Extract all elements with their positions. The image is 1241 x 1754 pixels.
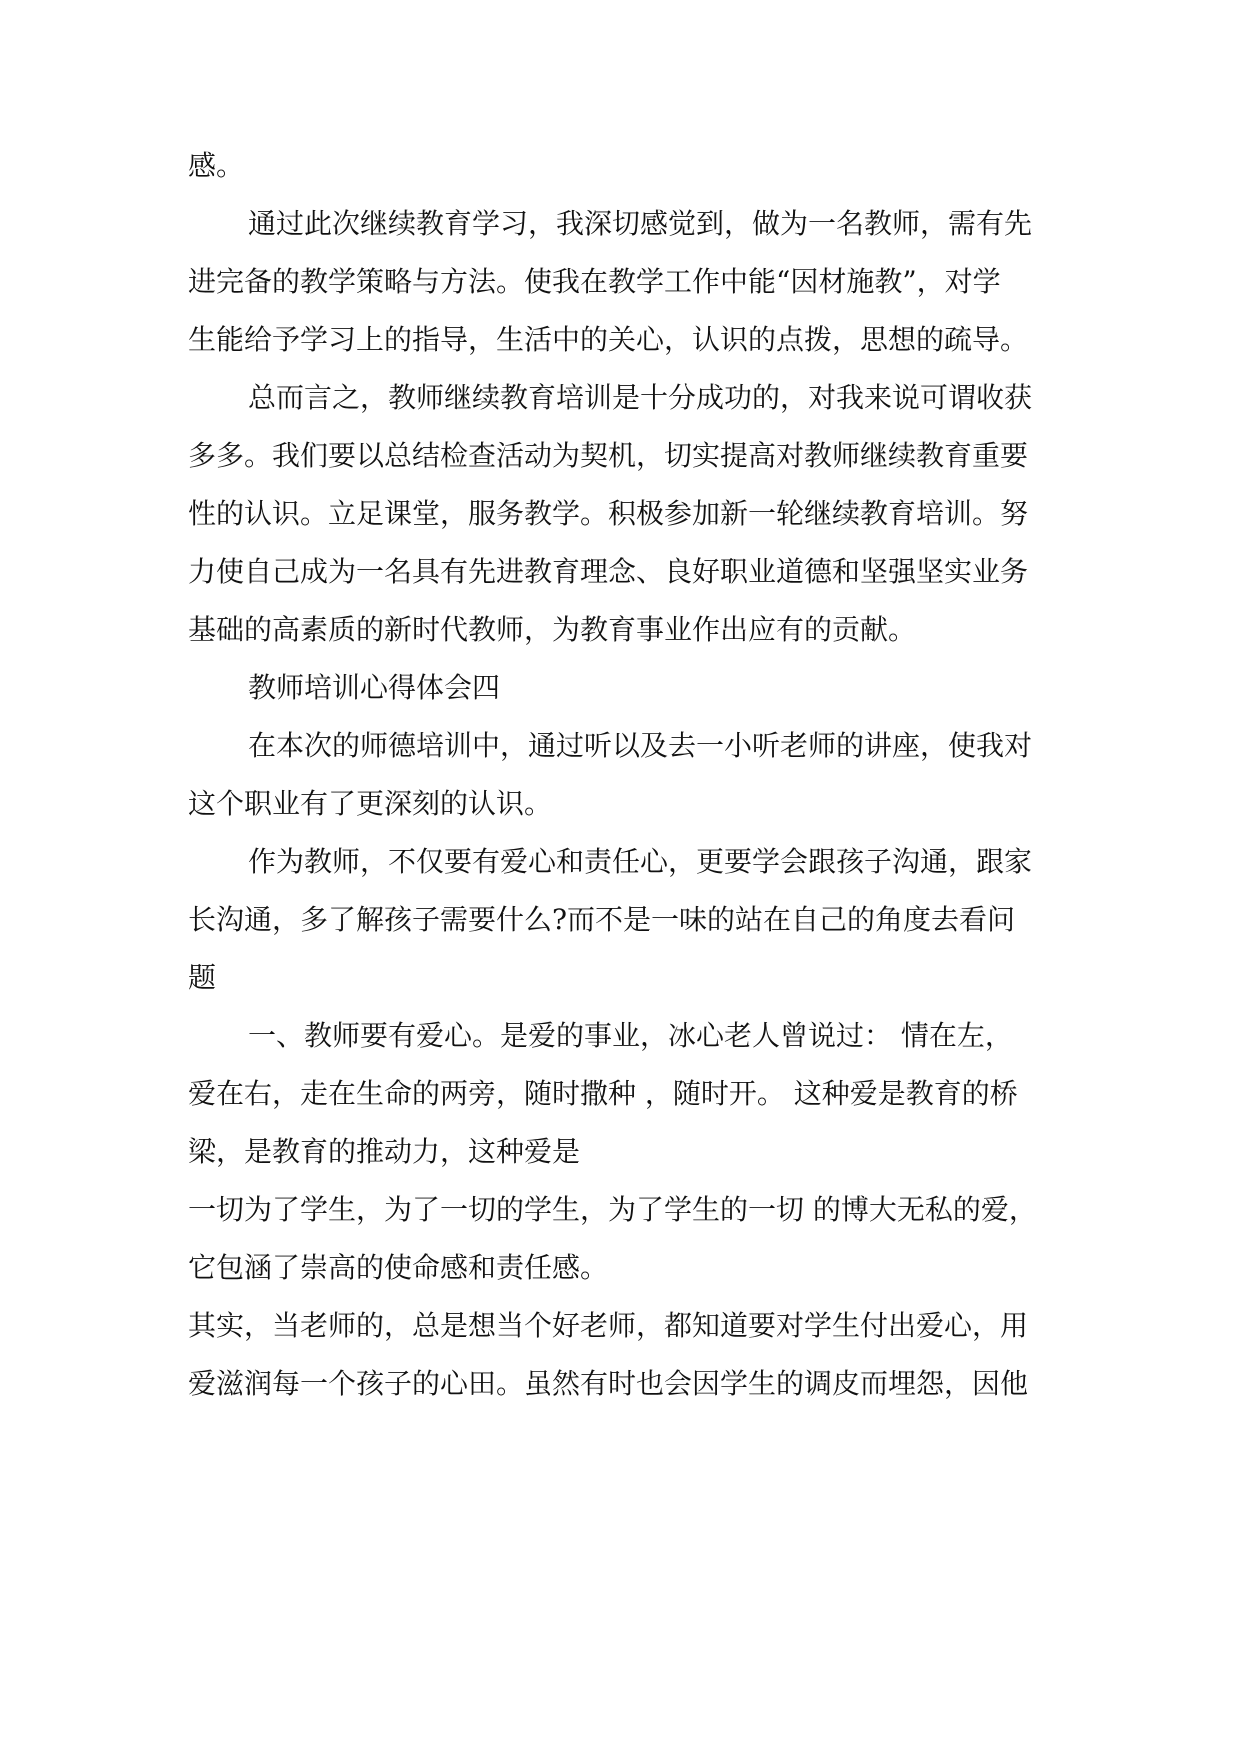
text-line: 这个职业有了更深刻的认识。 [188,787,553,820]
text-line: 一、教师要有爱心。是爱的事业，冰心老人曾说过： 情在左， [248,1019,1013,1052]
section-heading: 教师培训心得体会四 [248,671,501,704]
text-line: 力使自己成为一名具有先进教育理念、良好职业道德和坚强坚实业务 [188,555,1029,588]
text-line: 基础的高素质的新时代教师，为教育事业作出应有的贡献。 [188,613,917,646]
text-line: 通过此次继续教育学习，我深切感觉到，做为一名教师，需有先 [248,207,1033,240]
text-line: 在本次的师德培训中，通过听以及去一小听老师的讲座，使我对 [248,729,1033,762]
text-line: 感。 [188,149,245,182]
text-line: 总而言之，教师继续教育培训是十分成功的，对我来说可谓收获 [248,381,1033,414]
text-line: 其实，当老师的，总是想当个好老师，都知道要对学生付出爱心，用 [188,1309,1029,1342]
text-line: 多多。我们要以总结检查活动为契机，切实提高对教师继续教育重要 [188,439,1029,472]
text-line: 长沟通，多了解孩子需要什么?而不是一味的站在自己的角度去看问 [188,903,1016,936]
text-line: 爱滋润每一个孩子的心田。虽然有时也会因学生的调皮而埋怨，因他 [188,1367,1029,1400]
text-line: 生能给予学习上的指导，生活中的关心，认识的点拨，思想的疏导。 [188,323,1029,356]
text-line: 梁，是教育的推动力，这种爱是 [188,1135,581,1168]
text-line: 进完备的教学策略与方法。使我在教学工作中能“因材施教”，对学 [188,265,1001,298]
text-line: 它包涵了崇高的使命感和责任感。 [188,1251,609,1284]
text-line: 性的认识。立足课堂，服务教学。积极参加新一轮继续教育培训。努 [188,497,1029,530]
text-line: 题 [188,961,217,994]
text-line: 作为教师，不仅要有爱心和责任心，更要学会跟孩子沟通，跟家 [248,845,1033,878]
text-line: 一切为了学生，为了一切的学生，为了学生的一切 的博大无私的爱， [188,1193,1037,1226]
text-line: 爱在右，走在生命的两旁，随时撒种 ，随时开。 这种爱是教育的桥 [188,1077,1018,1110]
